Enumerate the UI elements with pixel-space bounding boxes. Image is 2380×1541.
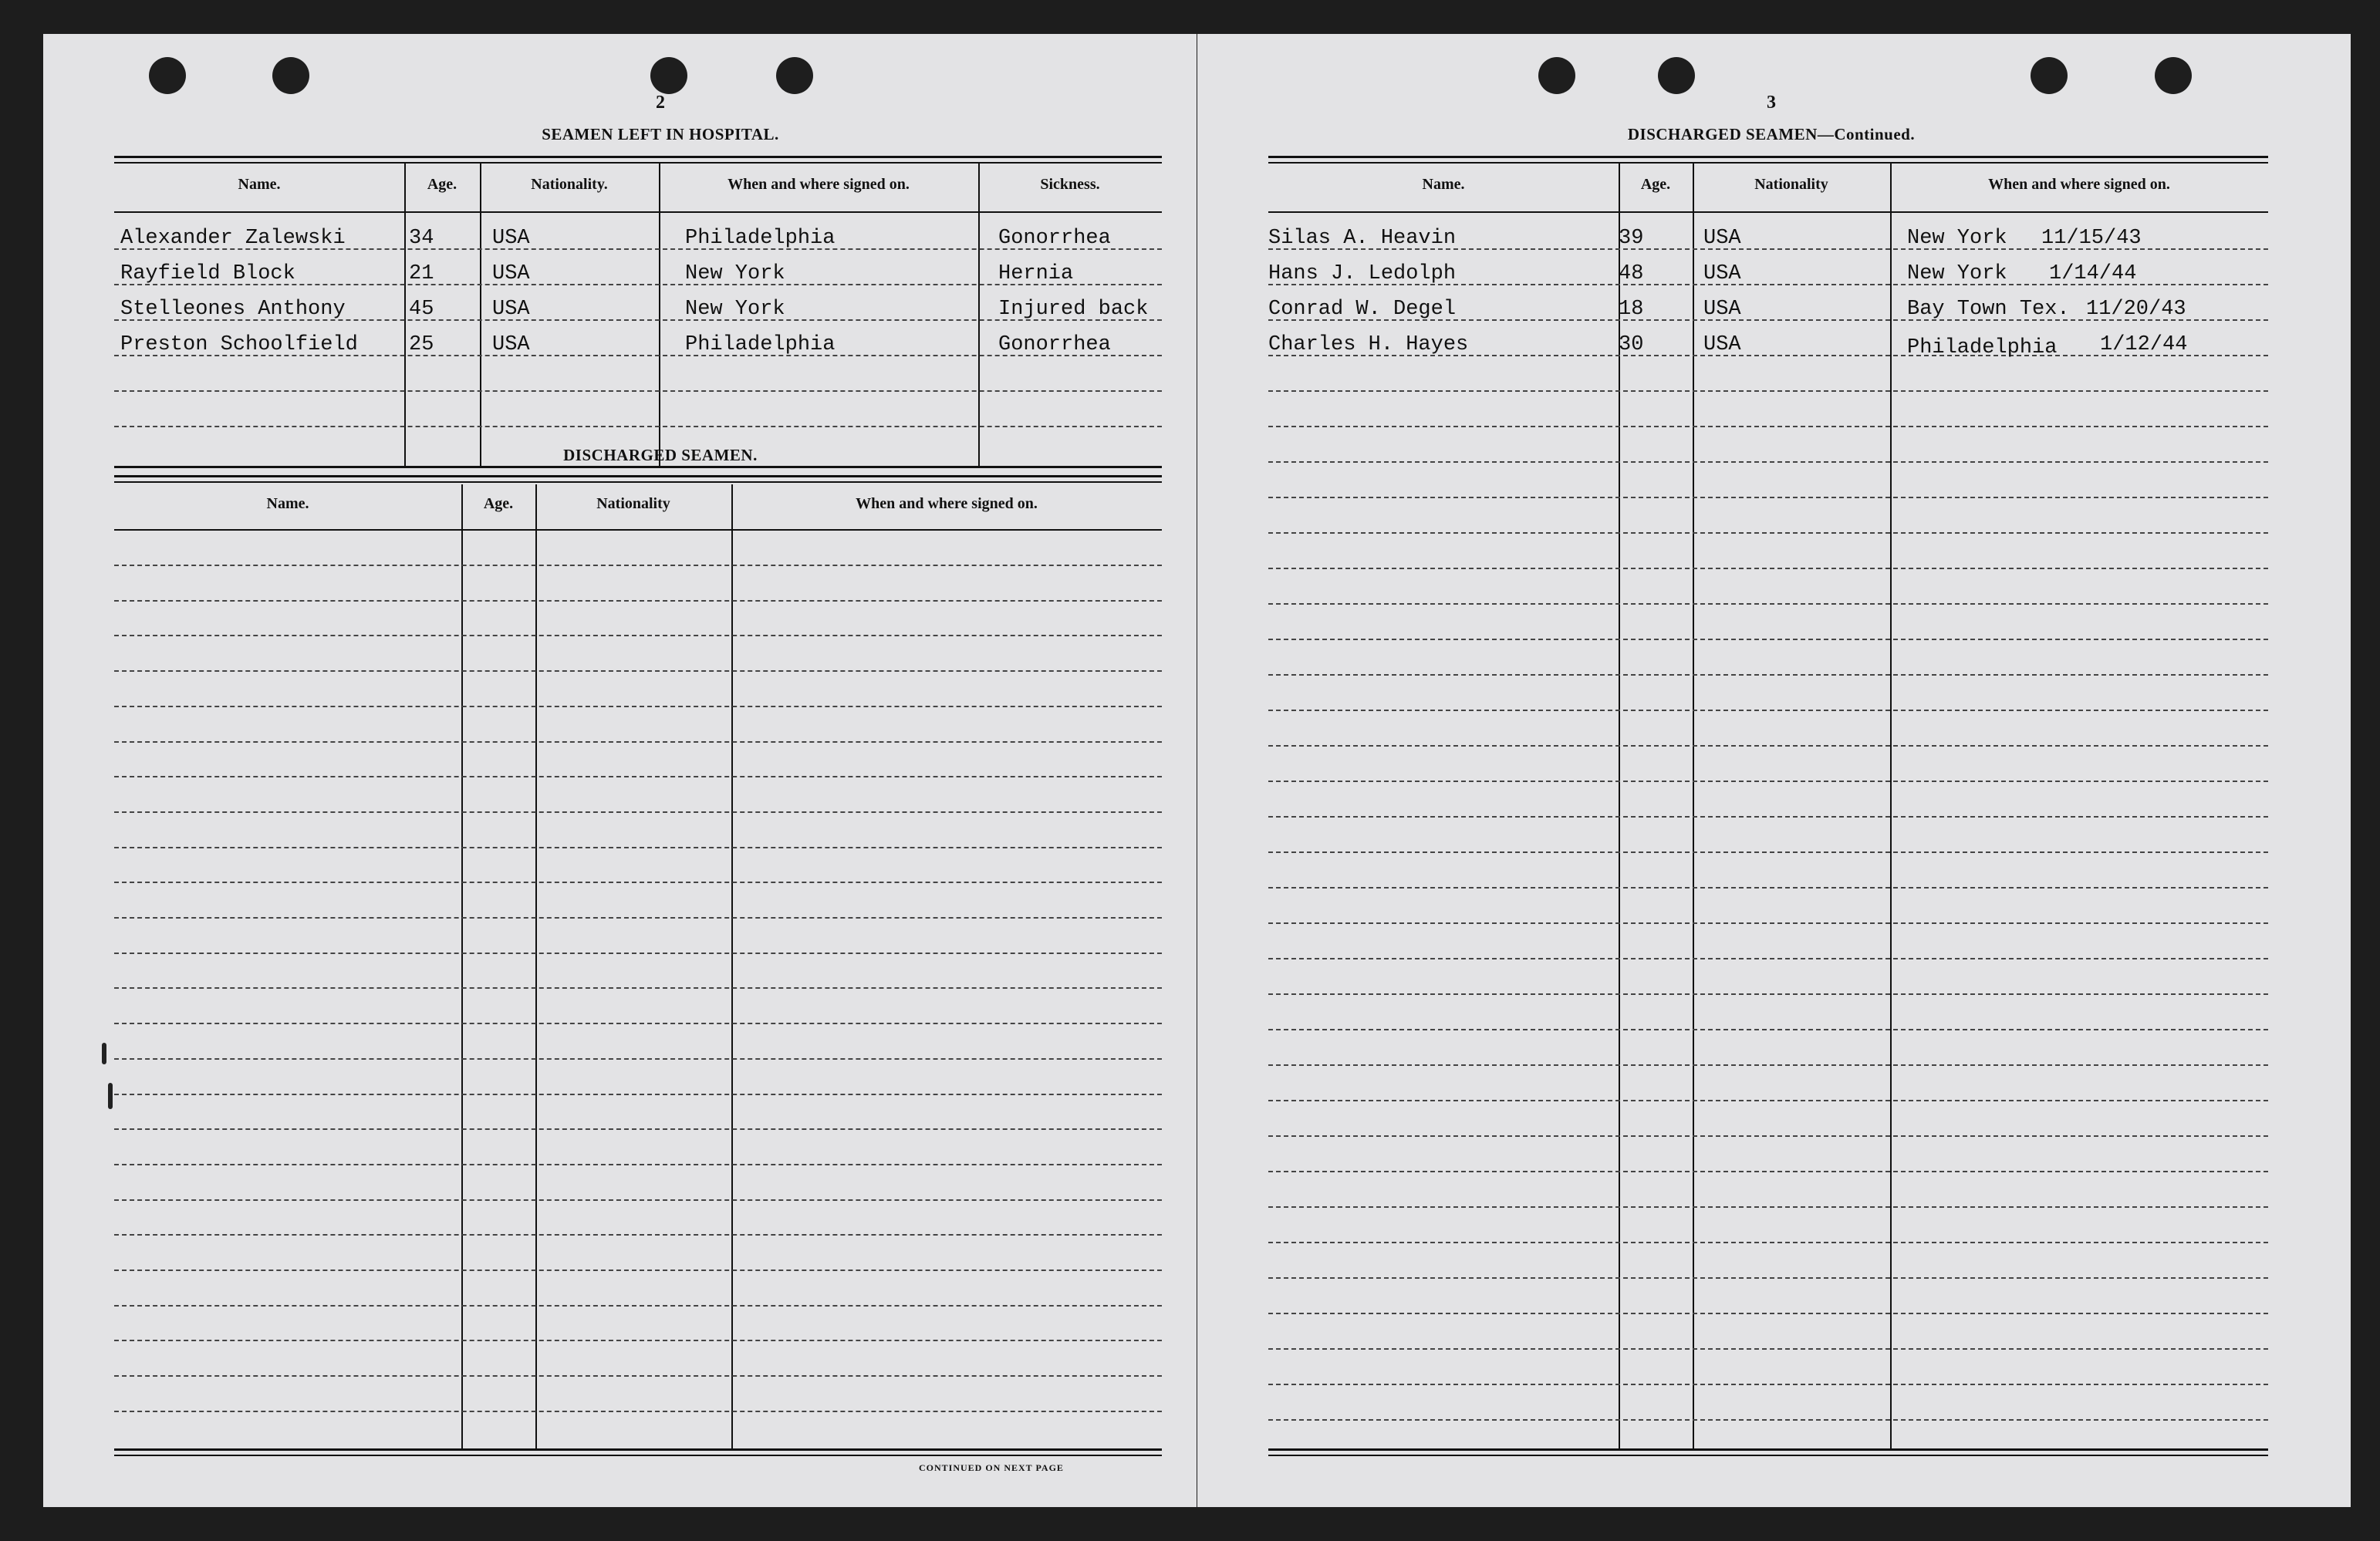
ruled-line: [114, 390, 1162, 392]
seaman-age: 30: [1619, 333, 1644, 356]
column-header-signed-on: When and where signed on.: [856, 495, 1038, 512]
seaman-age: 21: [409, 262, 434, 285]
ruled-line: [114, 1411, 1162, 1412]
ruled-line: [1268, 1206, 2268, 1208]
seaman-age: 18: [1619, 298, 1644, 321]
seaman-name: Hans J. Ledolph: [1268, 262, 1457, 285]
ruled-line: [114, 1305, 1162, 1307]
column-header-nationality: Nationality: [1754, 176, 1828, 193]
ruled-line: [114, 1199, 1162, 1201]
ruled-line: [114, 953, 1162, 954]
ruled-line: [1268, 958, 2268, 959]
seaman-nationality: USA: [1703, 227, 1741, 250]
ruled-line: [114, 1094, 1162, 1095]
ruled-line: [1268, 1313, 2268, 1314]
column-divider: [535, 484, 537, 1448]
ruled-line: [1268, 1348, 2268, 1350]
rule: [114, 481, 1162, 483]
seaman-name: Preston Schoolfield: [120, 333, 358, 356]
punch-hole: [149, 57, 186, 94]
column-divider: [404, 164, 406, 466]
column-header-signed-on: When and where signed on.: [1988, 176, 2170, 193]
ruled-line: [1268, 1384, 2268, 1385]
ruled-line: [114, 1270, 1162, 1271]
punch-hole: [2031, 57, 2068, 94]
column-divider: [731, 484, 733, 1448]
rule: [114, 156, 1162, 158]
seaman-name: Conrad W. Degel: [1268, 298, 1457, 321]
page-number: 3: [1767, 93, 1776, 113]
ruled-line: [1268, 745, 2268, 747]
column-header-age: Age.: [1640, 176, 1671, 193]
column-header-age: Age.: [427, 176, 457, 193]
signed-on-date: 11/15/43: [2041, 227, 2142, 250]
page-number: 2: [656, 93, 665, 113]
ruled-line: [114, 987, 1162, 989]
ruled-line: [1268, 816, 2268, 818]
discharged-continued-title: DISCHARGED SEAMEN—Continued.: [1627, 125, 1916, 143]
ruled-line: [114, 1234, 1162, 1236]
rule: [114, 466, 1162, 468]
ruled-line: [1268, 497, 2268, 498]
ruled-line: [1268, 639, 2268, 640]
ruled-line: [1268, 1171, 2268, 1172]
ruled-line: [1268, 887, 2268, 889]
ruled-line: [1268, 851, 2268, 853]
seaman-nationality: USA: [492, 227, 530, 250]
rule: [1268, 162, 2268, 164]
ruled-line: [1268, 426, 2268, 427]
ruled-line: [1268, 674, 2268, 676]
ruled-line: [114, 670, 1162, 672]
sickness: Hernia: [998, 262, 1074, 285]
ruled-line: [114, 565, 1162, 566]
column-header-name: Name.: [1422, 176, 1465, 193]
seaman-age: 45: [409, 298, 434, 321]
column-header-name: Name.: [238, 176, 281, 193]
signed-on-date: 1/12/44: [2100, 333, 2188, 356]
punch-hole: [272, 57, 309, 94]
ruled-line: [114, 917, 1162, 919]
seaman-nationality: USA: [1703, 298, 1741, 321]
column-header-name: Name.: [266, 495, 309, 512]
punch-hole: [650, 57, 687, 94]
ruled-line: [1268, 1419, 2268, 1421]
hospital-section-title: SEAMEN LEFT IN HOSPITAL.: [542, 125, 779, 143]
ruled-line: [1268, 603, 2268, 605]
ruled-line: [1268, 568, 2268, 569]
seaman-nationality: USA: [492, 333, 530, 356]
column-header-age: Age.: [483, 495, 514, 512]
ruled-line: [114, 426, 1162, 427]
ruled-line: [1268, 1242, 2268, 1243]
ruled-line: [114, 847, 1162, 848]
column-divider: [978, 164, 980, 466]
seaman-age: 48: [1619, 262, 1644, 285]
discharged-section-title: DISCHARGED SEAMEN.: [563, 446, 758, 464]
signed-on-date: 11/20/43: [2086, 298, 2186, 321]
ruled-line: [114, 635, 1162, 636]
seaman-name: Rayfield Block: [120, 262, 295, 285]
column-header-nationality: Nationality: [596, 495, 670, 512]
binder-clip-mark: [102, 1043, 106, 1064]
column-header-sickness: Sickness.: [1040, 176, 1100, 193]
punch-hole: [1658, 57, 1695, 94]
signed-on-place: Philadelphia: [1907, 336, 2058, 359]
rule: [1268, 156, 2268, 158]
ruled-line: [1268, 710, 2268, 711]
seaman-name: Alexander Zalewski: [120, 227, 346, 250]
signed-on-place: Philadelphia: [685, 227, 836, 250]
signed-on-place: New York: [1907, 227, 2007, 250]
punch-hole: [1538, 57, 1575, 94]
column-divider: [480, 164, 481, 466]
signed-on-place: Bay Town Tex.: [1907, 298, 2070, 321]
left-page: [43, 34, 1197, 1507]
seaman-nationality: USA: [1703, 262, 1741, 285]
ruled-line: [114, 776, 1162, 777]
right-page: [1197, 34, 2351, 1507]
continued-note: CONTINUED ON NEXT PAGE: [919, 1462, 1064, 1473]
signed-on-place: New York: [1907, 262, 2007, 285]
rule: [1268, 1448, 2268, 1451]
signed-on-place: New York: [685, 298, 785, 321]
ruled-line: [114, 1023, 1162, 1024]
ruled-line: [1268, 532, 2268, 534]
column-divider: [659, 164, 660, 466]
ruled-line: [1268, 461, 2268, 463]
rule: [114, 1455, 1162, 1456]
seaman-age: 39: [1619, 227, 1644, 250]
rule: [114, 1448, 1162, 1451]
seaman-nationality: USA: [492, 262, 530, 285]
header-rule: [114, 529, 1162, 531]
seaman-name: Charles H. Hayes: [1268, 333, 1469, 356]
seaman-name: Stelleones Anthony: [120, 298, 346, 321]
signed-on-place: New York: [685, 262, 785, 285]
seaman-name: Silas A. Heavin: [1268, 227, 1457, 250]
ruled-line: [1268, 1100, 2268, 1101]
header-rule: [114, 211, 1162, 213]
seaman-nationality: USA: [492, 298, 530, 321]
sickness: Gonorrhea: [998, 333, 1111, 356]
ruled-line: [1268, 1277, 2268, 1279]
signed-on-date: 1/14/44: [2049, 262, 2137, 285]
seaman-nationality: USA: [1703, 333, 1741, 356]
sickness: Injured back: [998, 298, 1149, 321]
ruled-line: [114, 1375, 1162, 1377]
seaman-age: 34: [409, 227, 434, 250]
rule: [1268, 1455, 2268, 1456]
rule: [114, 162, 1162, 164]
ruled-line: [114, 1340, 1162, 1341]
ruled-line: [114, 882, 1162, 883]
punch-hole: [776, 57, 813, 94]
ruled-line: [1268, 390, 2268, 392]
seaman-age: 25: [409, 333, 434, 356]
binder-clip-mark: [108, 1083, 113, 1109]
column-header-signed-on: When and where signed on.: [728, 176, 910, 193]
ruled-line: [1268, 1064, 2268, 1066]
column-header-nationality: Nationality.: [531, 176, 608, 193]
ruled-line: [1268, 1029, 2268, 1030]
ruled-line: [114, 706, 1162, 707]
ruled-line: [114, 811, 1162, 813]
rule: [114, 475, 1162, 477]
ruled-line: [1268, 922, 2268, 924]
punch-hole: [2155, 57, 2192, 94]
sickness: Gonorrhea: [998, 227, 1111, 250]
ruled-line: [114, 1164, 1162, 1165]
ruled-line: [114, 741, 1162, 743]
ruled-line: [114, 600, 1162, 602]
column-divider: [461, 484, 463, 1448]
ruled-line: [114, 1128, 1162, 1130]
signed-on-place: Philadelphia: [685, 333, 836, 356]
ruled-line: [114, 1058, 1162, 1060]
ruled-line: [1268, 993, 2268, 995]
header-rule: [1268, 211, 2268, 213]
ruled-line: [1268, 1135, 2268, 1137]
ruled-line: [1268, 781, 2268, 782]
